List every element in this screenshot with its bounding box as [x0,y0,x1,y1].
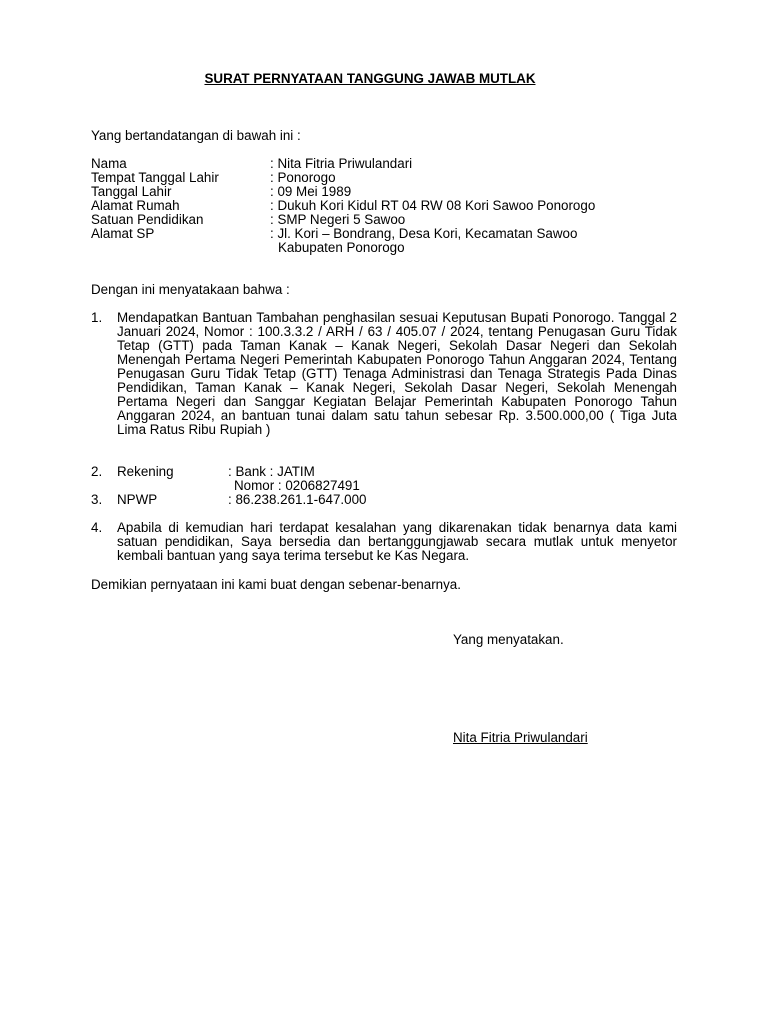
identity-value-tempat-lahir: : Ponorogo [270,170,336,185]
item-2-nomor: Nomor : 0206827491 [234,478,360,493]
identity-value-alamat-rumah: : Dukuh Kori Kidul RT 04 RW 08 Kori Sawoo Ponorogo [270,198,596,213]
identity-value-alamat-sp-continuation: Kabupaten Ponorogo [278,240,405,255]
signature-name: Nita Fitria Priwulandari [453,730,588,745]
identity-value-alamat-sp: : Jl. Kori – Bondrang, Desa Kori, Kecamatan Sawoo [270,226,578,241]
identity-label-alamat-rumah: Alamat Rumah [91,198,180,213]
item-3-value: : 86.238.261.1-647.000 [228,492,367,507]
identity-label-alamat-sp: Alamat SP [91,226,155,241]
identity-label-nama: Nama [91,156,127,171]
item-3-number: 3. [91,492,103,507]
identity-label-satuan-pendidikan: Satuan Pendidikan [91,212,204,227]
item-2-label: Rekening [117,464,174,479]
item-4-text: Apabila di kemudian hari terdapat kesalahan yang dikarenakan tidak benarnya data kami satuan pendidikan, Saya bersedia dan bertanggungjawab secara mutlak untuk menyetor kembali bantuan yang saya terima tersebut ke Kas Negara. [117,520,677,563]
identity-label-tempat-lahir: Tempat Tanggal Lahir [91,170,219,185]
identity-label-tanggal-lahir: Tanggal Lahir [91,184,172,199]
item-3-label: NPWP [117,492,158,507]
document-title: SURAT PERNYATAAN TANGGUNG JAWAB MUTLAK [204,71,536,86]
statement-intro: Dengan ini menyatakaan bahwa : [91,282,290,297]
identity-value-tanggal-lahir: : 09 Mei 1989 [270,184,352,199]
intro-text: Yang bertandatangan di bawah ini : [91,128,301,143]
closing-text: Demikian pernyataan ini kami buat dengan sebenar-benarnya. [91,577,461,592]
item-2-number: 2. [91,464,103,479]
signature-label: Yang menyatakan. [453,632,564,647]
identity-value-satuan-pendidikan: : SMP Negeri 5 Sawoo [270,212,406,227]
identity-value-nama: : Nita Fitria Priwulandari [270,156,413,171]
item-1-text: Mendapatkan Bantuan Tambahan penghasilan sesuai Keputusan Bupati Ponorogo. Tanggal 2 Januari 2024, Nomor : 100.3.3.2 / ARH / 63 / 405.07 / 2024, tentang Penugasan Guru Tidak Tetap (GTT) pada Taman Kanak – Kanak Negeri, Sekolah Dasar Negeri dan Sekolah Menengah Pertama Negeri Pemerintah Kabupaten Ponorogo Tahun Anggaran 2024, Tentang Penugasan Guru Tidak Tetap (GTT) Tenaga Administrasi dan Tenaga Strategis Pada Dinas Pendidikan, Taman Kanak – Kanak Negeri, Sekolah Dasar Negeri, Sekolah Menengah Pertama Negeri dan Sanggar Kegiatan Belajar Pemerintah Kabupaten Ponorogo Tahun Anggaran 2024, an bantuan tunai dalam satu tahun sebesar Rp. 3.500.000,00 ( Tiga Juta Lima Ratus Ribu Rupiah ) [117,310,677,437]
item-1-number: 1. [91,310,103,325]
item-4-number: 4. [91,520,103,535]
item-2-bank: : Bank : JATIM [228,464,315,479]
